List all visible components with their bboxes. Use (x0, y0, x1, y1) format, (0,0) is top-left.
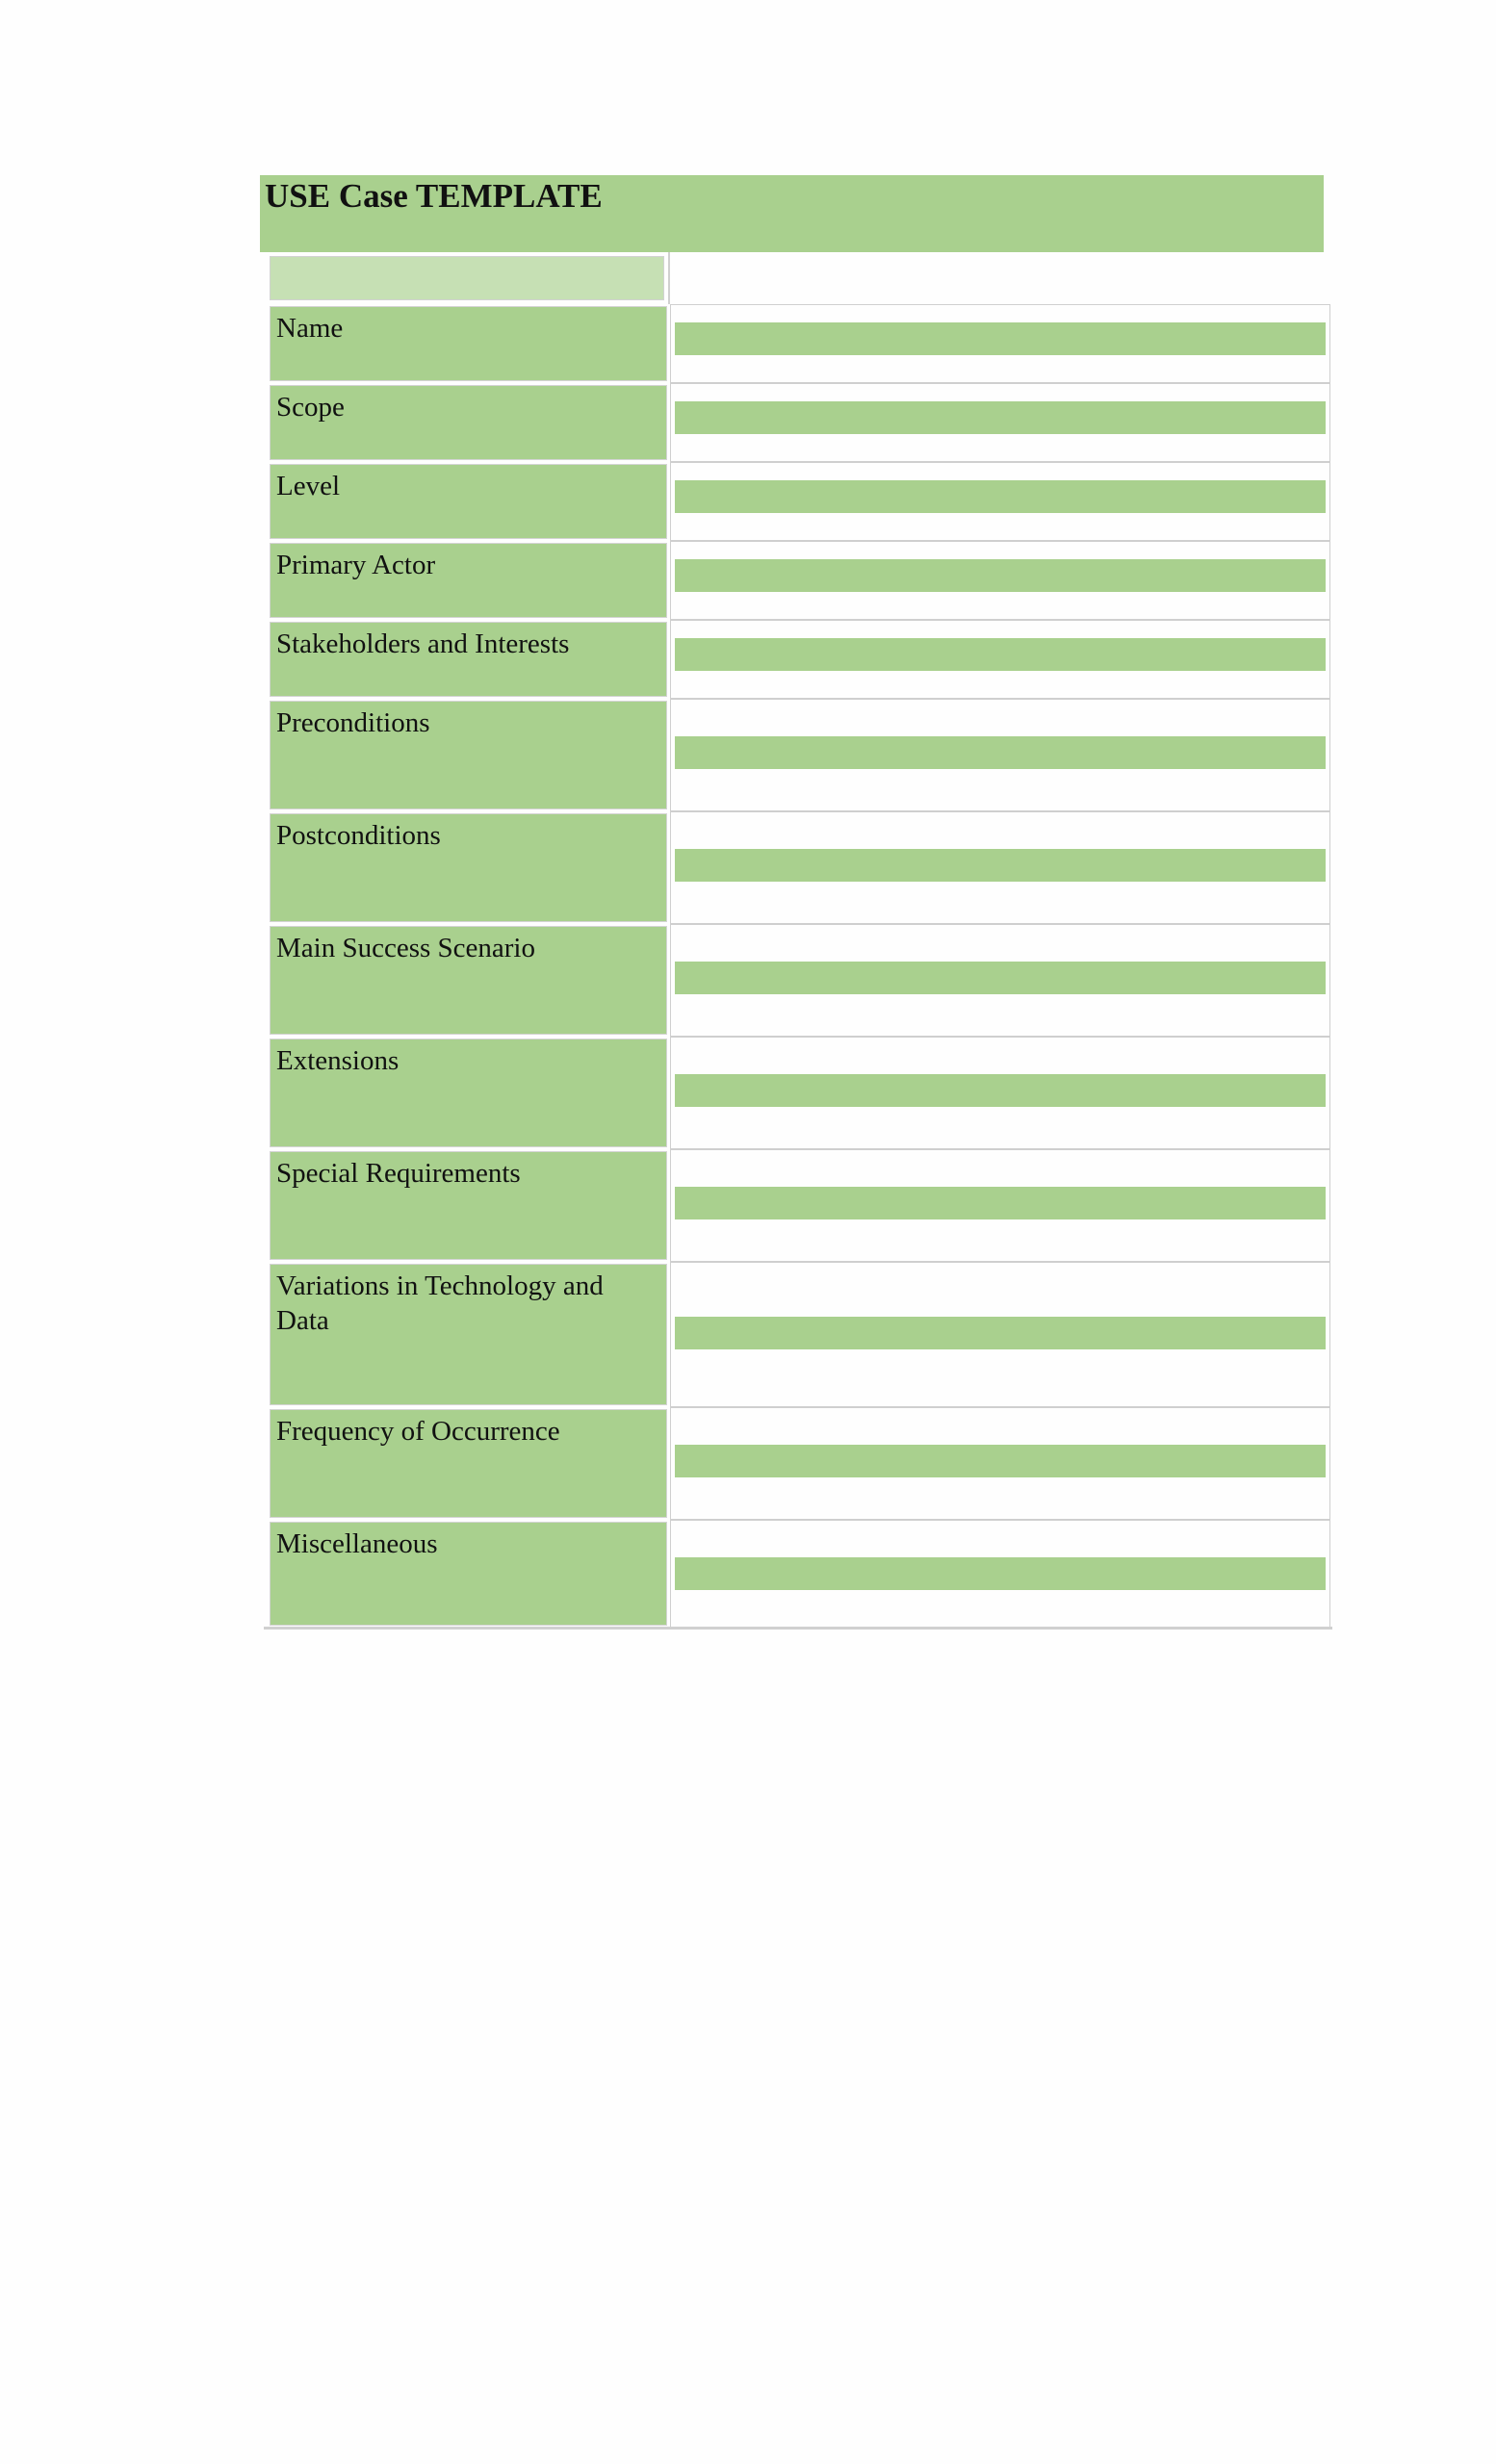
value-highlight (675, 962, 1326, 994)
value-field-preconditions[interactable] (670, 699, 1330, 811)
row-label: Primary Actor (276, 550, 436, 580)
label-cell-scope (270, 385, 667, 460)
row-label: Special Requirements (276, 1158, 521, 1189)
table-row-extensions (264, 1037, 1332, 1149)
template-title-bar (260, 175, 1324, 252)
label-cell-variations (270, 1264, 667, 1405)
value-highlight (675, 1187, 1326, 1219)
value-field-special-requirements[interactable] (670, 1149, 1330, 1262)
value-highlight (675, 1557, 1326, 1590)
value-field-frequency[interactable] (670, 1407, 1330, 1520)
table-row-primary-actor (264, 541, 1332, 620)
table-header-fill (270, 256, 664, 300)
label-cell-name (270, 306, 667, 381)
row-label: Postconditions (276, 820, 441, 851)
use-case-table (264, 252, 1332, 1630)
row-label: Extensions (276, 1045, 400, 1076)
value-field-miscellaneous[interactable] (670, 1520, 1330, 1628)
label-cell-frequency (270, 1409, 667, 1518)
table-row-preconditions (264, 699, 1332, 811)
table-row-stakeholders (264, 620, 1332, 699)
row-label: Variations in Technology and Data (276, 1270, 604, 1336)
value-highlight (675, 559, 1326, 592)
value-field-level[interactable] (670, 462, 1330, 541)
table-row-miscellaneous (264, 1520, 1332, 1628)
value-highlight (675, 322, 1326, 355)
value-field-primary-actor[interactable] (670, 541, 1330, 620)
value-highlight (675, 1317, 1326, 1349)
value-highlight (675, 1445, 1326, 1477)
row-label: Miscellaneous (276, 1528, 438, 1559)
row-label: Level (276, 471, 341, 501)
row-label: Main Success Scenario (276, 933, 535, 963)
value-highlight (675, 736, 1326, 769)
label-cell-main-success-scenario (270, 926, 667, 1035)
page-title: USE Case TEMPLATE (265, 177, 603, 215)
value-highlight (675, 480, 1326, 513)
value-field-main-success-scenario[interactable] (670, 924, 1330, 1037)
label-cell-stakeholders (270, 622, 667, 697)
label-cell-primary-actor (270, 543, 667, 618)
value-highlight (675, 401, 1326, 434)
table-row-postconditions (264, 811, 1332, 924)
value-field-variations[interactable] (670, 1262, 1330, 1407)
label-cell-special-requirements (270, 1151, 667, 1260)
value-field-scope[interactable] (670, 383, 1330, 462)
table-bottom-border (264, 1627, 1332, 1630)
row-label: Scope (276, 392, 345, 423)
label-cell-level (270, 464, 667, 539)
value-field-postconditions[interactable] (670, 811, 1330, 924)
value-field-stakeholders[interactable] (670, 620, 1330, 699)
table-row-scope (264, 383, 1332, 462)
table-row-variations (264, 1262, 1332, 1407)
value-highlight (675, 638, 1326, 671)
table-row-level (264, 462, 1332, 541)
table-row-name (264, 304, 1332, 383)
table-header-cell (264, 252, 670, 304)
row-label: Stakeholders and Interests (276, 629, 570, 659)
row-label: Frequency of Occurrence (276, 1416, 560, 1447)
value-highlight (675, 1074, 1326, 1107)
table-row-frequency (264, 1407, 1332, 1520)
label-cell-preconditions (270, 701, 667, 809)
label-cell-postconditions (270, 813, 667, 922)
label-cell-miscellaneous (270, 1522, 667, 1626)
value-highlight (675, 849, 1326, 882)
row-label: Preconditions (276, 707, 430, 738)
value-field-extensions[interactable] (670, 1037, 1330, 1149)
table-row-special-requirements (264, 1149, 1332, 1262)
value-field-name[interactable] (670, 304, 1330, 383)
label-cell-extensions (270, 1039, 667, 1147)
table-row-main-success-scenario (264, 924, 1332, 1037)
row-label: Name (276, 313, 344, 344)
